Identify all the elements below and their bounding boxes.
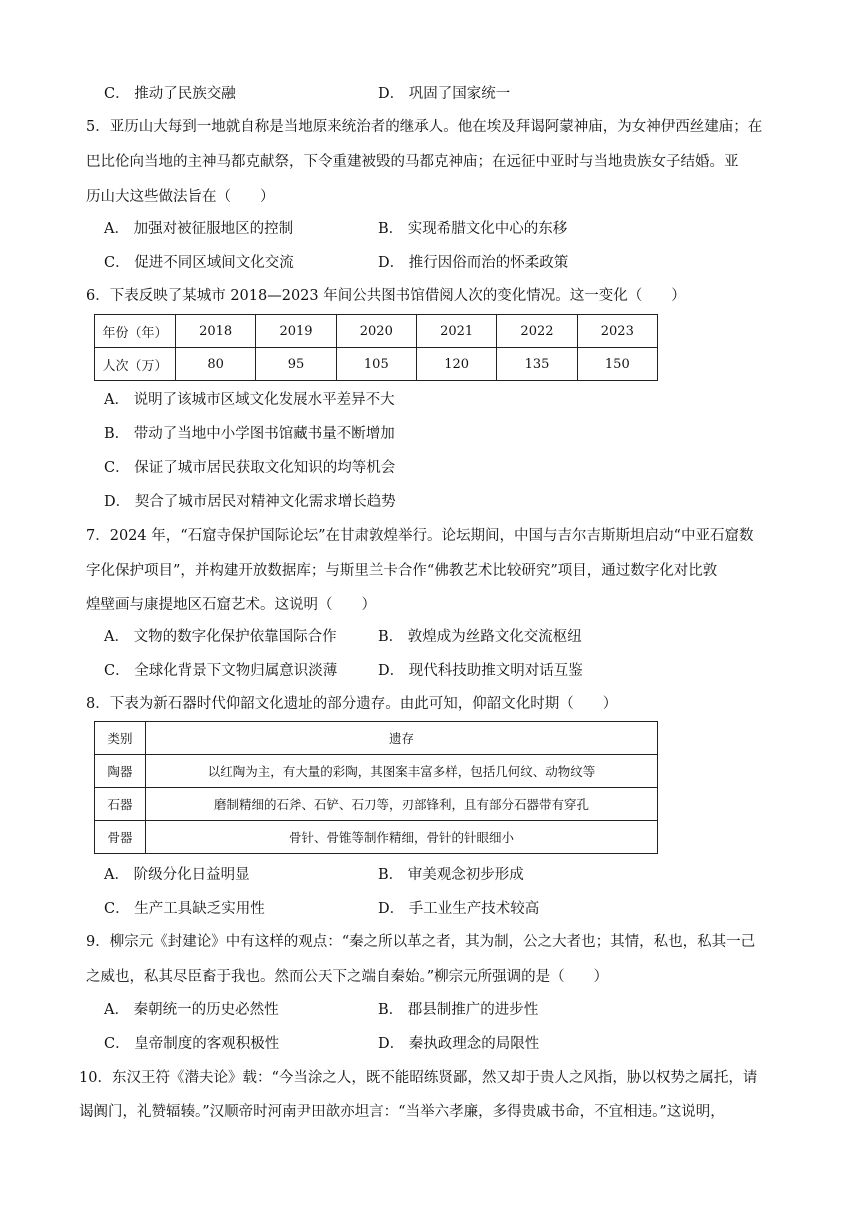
table-cell-category: 石器	[95, 788, 146, 821]
table-cell-value: 95	[256, 348, 336, 381]
q4-option-c[interactable]: C． 推动了民族交融	[104, 86, 236, 102]
q9-option-d[interactable]: D． 秦执政理念的局限性	[378, 1036, 540, 1052]
table-header-relics: 遗存	[146, 722, 658, 755]
q6-data-table	[94, 314, 658, 381]
q8-stem: 8．下表为新石器时代仰韶文化遗址的部分遗存。由此可知，仰韶文化时期（ ）	[86, 696, 618, 712]
table-row	[95, 722, 658, 755]
q5-option-c[interactable]: C． 促进不同区域间文化交流	[104, 255, 294, 271]
table-cell-relics: 磨制精细的石斧、石铲、石刀等，刃部锋利，且有部分石器带有穿孔	[146, 788, 658, 821]
q9-stem-line-2: 之威也，私其尽臣畜于我也。然而公天下之端自秦始。”柳宗元所强调的是（ ）	[86, 969, 609, 985]
table-row-label: 人次（万）	[95, 348, 176, 381]
q7-stem-line-1: 7．2024 年，“石窟寺保护国际论坛”在甘肃敦煌举行。论坛期间，中国与吉尔吉斯斯坦启动“中亚石窟数	[86, 528, 754, 544]
q10-stem-line-2: 谒阗门，礼赞辐辏。”汉顺帝时河南尹田歆亦坦言：“当举六孝廉，多得贵戚书命，不宜相违。”这说明，	[79, 1104, 725, 1120]
table-cell-category: 陶器	[95, 755, 146, 788]
table-row-label: 年份（年）	[95, 315, 176, 348]
table-row	[95, 788, 658, 821]
q6-option-d[interactable]: D． 契合了城市居民对精神文化需求增长趋势	[104, 494, 396, 510]
q7-option-a[interactable]: A． 文物的数字化保护依靠国际合作	[104, 629, 337, 645]
table-row	[95, 315, 658, 348]
q6-option-b[interactable]: B． 带动了当地中小学图书馆藏书量不断增加	[104, 426, 395, 442]
q5-stem-line-3: 历山大这些做法旨在（ ）	[86, 189, 275, 205]
q8-relics-table	[94, 721, 658, 854]
table-row	[95, 755, 658, 788]
table-cell-year: 2018	[176, 315, 256, 348]
q9-option-c[interactable]: C． 皇帝制度的客观积极性	[104, 1036, 280, 1052]
q9-stem-line-1: 9．柳宗元《封建论》中有这样的观点：“秦之所以革之者，其为制，公之大者也；其情，私也，私其一己	[86, 934, 756, 950]
table-header-category: 类别	[95, 722, 146, 755]
q9-option-a[interactable]: A． 秦朝统一的历史必然性	[104, 1002, 279, 1018]
table-cell-value: 120	[416, 348, 496, 381]
q8-option-d[interactable]: D． 手工业生产技术较高	[378, 901, 540, 917]
table-cell-relics: 以红陶为主，有大量的彩陶，其图案丰富多样，包括几何纹、动物纹等	[146, 755, 658, 788]
table-cell-category: 骨器	[95, 821, 146, 854]
table-cell-value: 80	[176, 348, 256, 381]
q5-stem-line-2: 巴比伦向当地的主神马都克献祭，下令重建被毁的马都克神庙；在远征中亚时与当地贵族女子结婚。亚	[86, 154, 739, 170]
q7-option-d[interactable]: D． 现代科技助推文明对话互鉴	[378, 663, 583, 679]
q8-option-a[interactable]: A． 阶级分化日益明显	[104, 867, 250, 883]
table-cell-relics: 骨针、骨锥等制作精细，骨针的针眼细小	[146, 821, 658, 854]
q5-option-d[interactable]: D． 推行因俗而治的怀柔政策	[378, 255, 569, 271]
q6-option-a[interactable]: A． 说明了该城市区域文化发展水平差异不大	[104, 392, 395, 408]
table-cell-value: 150	[577, 348, 657, 381]
table-cell-value: 105	[336, 348, 416, 381]
table-row	[95, 348, 658, 381]
table-cell-value: 135	[497, 348, 577, 381]
q6-stem: 6．下表反映了某城市 2018—2023 年间公共图书馆借阅人次的变化情况。这一变化（ ）	[86, 288, 686, 304]
q5-option-b[interactable]: B． 实现希腊文化中心的东移	[378, 221, 568, 237]
q5-option-a[interactable]: A． 加强对被征服地区的控制	[104, 221, 294, 237]
q7-stem-line-2: 字化保护项目”，并构建开放数据库；与斯里兰卡合作“佛教艺术比较研究”项目，通过数字化对比敦	[86, 563, 718, 579]
q5-stem-line-1: 5．亚历山大每到一地就自称是当地原来统治者的继承人。他在埃及拜谒阿蒙神庙，为女神伊西丝建庙；在	[86, 119, 763, 135]
q8-option-b[interactable]: B． 审美观念初步形成	[378, 867, 524, 883]
table-cell-year: 2021	[416, 315, 496, 348]
q6-option-c[interactable]: C． 保证了城市居民获取文化知识的均等机会	[104, 460, 396, 476]
table-cell-year: 2019	[256, 315, 336, 348]
q4-option-d[interactable]: D． 巩固了国家统一	[378, 86, 511, 102]
q7-option-b[interactable]: B． 敦煌成为丝路文化交流枢纽	[378, 629, 582, 645]
table-cell-year: 2020	[336, 315, 416, 348]
q7-stem-line-3: 煌壁画与康提地区石窟艺术。这说明（ ）	[86, 597, 376, 613]
table-row	[95, 821, 658, 854]
q7-option-c[interactable]: C． 全球化背景下文物归属意识淡薄	[104, 663, 338, 679]
table-cell-year: 2023	[577, 315, 657, 348]
q9-option-b[interactable]: B． 郡县制推广的进步性	[378, 1002, 539, 1018]
q10-stem-line-1: 10．东汉王符《潜夫论》载：“今当涂之人，既不能昭练贤鄙，然又却于贵人之风指，胁以权势之属托，请	[79, 1070, 758, 1086]
table-cell-year: 2022	[497, 315, 577, 348]
q8-option-c[interactable]: C． 生产工具缺乏实用性	[104, 901, 265, 917]
